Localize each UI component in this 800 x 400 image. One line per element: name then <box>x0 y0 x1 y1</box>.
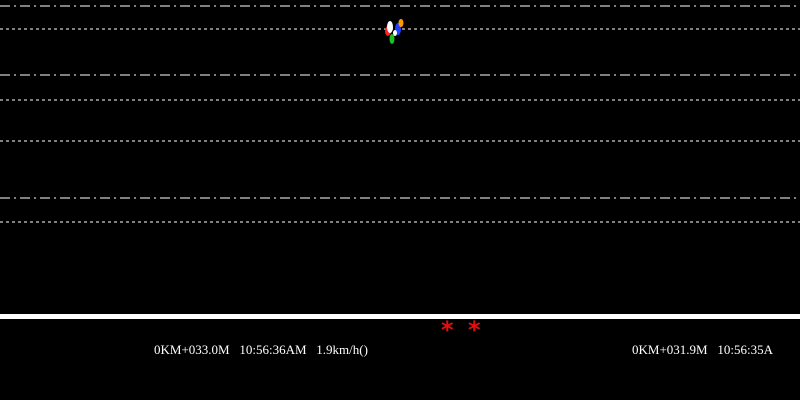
event-marker-2: * <box>468 316 481 344</box>
readout-speed: 1.9km/h() <box>316 342 368 357</box>
readout-position: 0KM+033.0M <box>154 342 230 357</box>
signal-blob <box>385 19 404 44</box>
event-marker-1: * <box>441 316 454 344</box>
readout-time: 10:56:36AM <box>239 342 307 357</box>
readout-current <box>154 342 368 358</box>
ground-baseline <box>0 314 800 319</box>
readout-position: 0KM+031.9M <box>632 342 708 357</box>
readout-previous <box>632 342 773 358</box>
readout-time: 10:56:35A <box>717 342 773 357</box>
